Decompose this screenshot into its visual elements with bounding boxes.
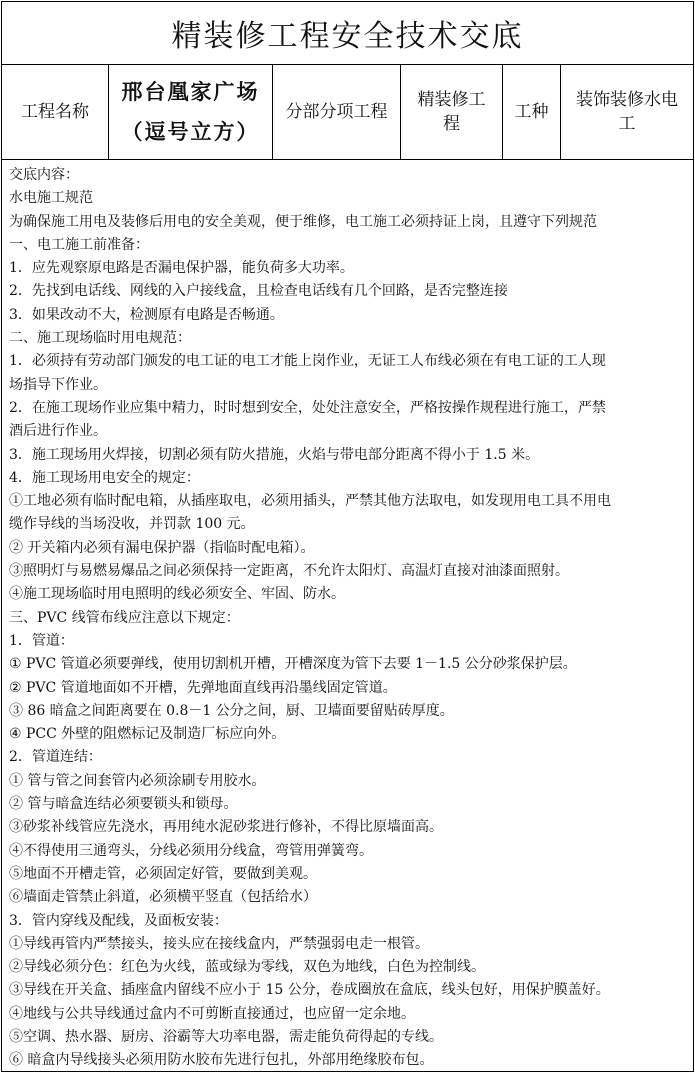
- trade-value: [561, 65, 693, 159]
- content-line: 为确保施工用电及装修后用电的安全美观，便于维修，电工施工必须持证上岗，且遵守下列规范: [9, 213, 597, 230]
- content-line: 酒后进行作业。: [9, 423, 107, 440]
- content-line: ⑤地面不开槽走管，必须固定好管，要做到美观。: [9, 865, 317, 882]
- content-line: 水电施工规范: [9, 190, 93, 207]
- content-line: 缆作导线的当场没收，并罚款 100 元。: [9, 516, 255, 533]
- content-line: ②导线必须分色：红色为火线，蓝或绿为零线，双色为地线，白色为控制线。: [9, 959, 485, 976]
- content-line: 二、施工现场临时用电规范：: [9, 330, 191, 347]
- content-line: 三、PVC 线管布线应注意以下规定：: [9, 609, 240, 626]
- document-sheet: [1, 1, 694, 1072]
- project-name-line1: 邢台凰家广场: [121, 80, 260, 104]
- content-line: ① 管与管之间套管内必须涂刷专用胶水。: [9, 772, 266, 789]
- content-line: 2．在施工现场作业应集中精力，时时想到安全，处处注意安全，严格按操作规程进行施工，严禁: [9, 399, 606, 416]
- content-line: ② 管与暗盒连结必须要锁头和锁母。: [9, 796, 238, 813]
- sub-project-line2: 程: [443, 114, 460, 134]
- content-line: 场指导下作业。: [9, 376, 107, 393]
- project-name-label: 工程名称: [2, 65, 109, 159]
- project-name-line2: （逗号立方）: [121, 120, 260, 144]
- content-line: 4．施工现场用电安全的规定：: [9, 469, 200, 486]
- content-line: ② 开关箱内必须有漏电保护器（指临时配电箱）。: [9, 539, 315, 556]
- project-name-value: [109, 65, 273, 159]
- content-line: ①工地必须有临时配电箱，从插座取电，必须用插头，严禁其他方法取电，如发现用电工具不用电: [9, 493, 611, 510]
- info-row: [2, 65, 693, 160]
- content-line: 1．必须持有劳动部门颁发的电工证的电工才能上岗作业，无证工人布线必须在有电工证的工人现: [9, 353, 606, 370]
- content-line: ④施工现场临时用电照明的线必须安全、牢固、防水。: [9, 586, 345, 603]
- trade-line2: 工: [618, 114, 636, 134]
- content-line: ①导线再管内严禁接头，接头应在接线盒内，严禁强弱电走一根管。: [9, 935, 429, 952]
- content-line: 一、电工施工前准备：: [9, 236, 149, 253]
- sub-project-value: [401, 65, 503, 159]
- content-line: 3．管内穿线及配线，及面板安装：: [9, 912, 228, 929]
- content-line: ④ PCC 外壁的阻燃标记及制造厂标应向外。: [9, 726, 286, 743]
- content-line: ⑥墙面走管禁止斜道，必须横平竖直（包括给水）: [9, 889, 317, 906]
- content-line: 2．管道连结：: [9, 749, 102, 766]
- content-line: 3．如果改动不大，检测原有电路是否畅通。: [9, 306, 284, 323]
- content-line: ④地线与公共导线通过盒内不可剪断直接通过，也应留一定余地。: [9, 1005, 415, 1022]
- content-line: 1．应先观察原电路是否漏电保护器，能负荷多大功率。: [9, 260, 354, 277]
- content-line: ③ 86 暗盒之间距离要在 0.8－1 公分之间，厨、卫墙面要留贴砖厚度。: [9, 702, 454, 719]
- sub-project-label: 分部分项工程: [273, 65, 401, 159]
- content-line: 3．施工现场用火焊接，切割必须有防火措施，火焰与带电部分距离不得小于 1.5 米。: [9, 446, 540, 463]
- title-row: [2, 2, 693, 65]
- content-line: 1．管道：: [9, 632, 74, 649]
- sub-project-line1: 精装修工: [417, 90, 486, 110]
- content-line: ④不得使用三通弯头，分线必须用分线盒，弯管用弹簧弯。: [9, 842, 373, 859]
- content-line: ② PVC 管道地面如不开槽，先弹地面直线再沿墨线固定管道。: [9, 679, 397, 696]
- content-line: ③砂浆补线管应先浇水，再用纯水泥砂浆进行修补，不得比原墙面高。: [9, 819, 443, 836]
- trade-line1: 装饰装修水电: [576, 90, 678, 110]
- content-line: ① PVC 管道必须要弹线，使用切割机开槽，开槽深度为管下去要 1－1.5 公分砂浆保护层。: [9, 656, 577, 673]
- content-line: 交底内容：: [9, 167, 79, 183]
- content-line: ⑥ 暗盒内导线接头必须用防水胶布先进行包扎，外部用绝缘胶布包。: [9, 1052, 434, 1069]
- content-line: 2．先找到电话线、网线的入户接线盒，且检查电话线有几个回路，是否完整连接: [9, 283, 508, 300]
- content-line: ③导线在开关盒、插座盒内留线不应小于 15 公分，卷成圈放在盒底，线头包好，用保护膜盖好。: [9, 982, 610, 999]
- content-line: ⑤空调、热水器、厨房、浴霸等大功率电器，需走能负荷得起的专线。: [9, 1028, 443, 1045]
- document-title: 精装修工程安全技术交底: [171, 19, 524, 54]
- content-line: ③照明灯与易燃易爆品之间必须保持一定距离，不允许太阳灯、高温灯直接对油漆面照射。: [9, 563, 569, 580]
- content-body: [2, 160, 693, 1073]
- trade-label: 工种: [503, 65, 561, 159]
